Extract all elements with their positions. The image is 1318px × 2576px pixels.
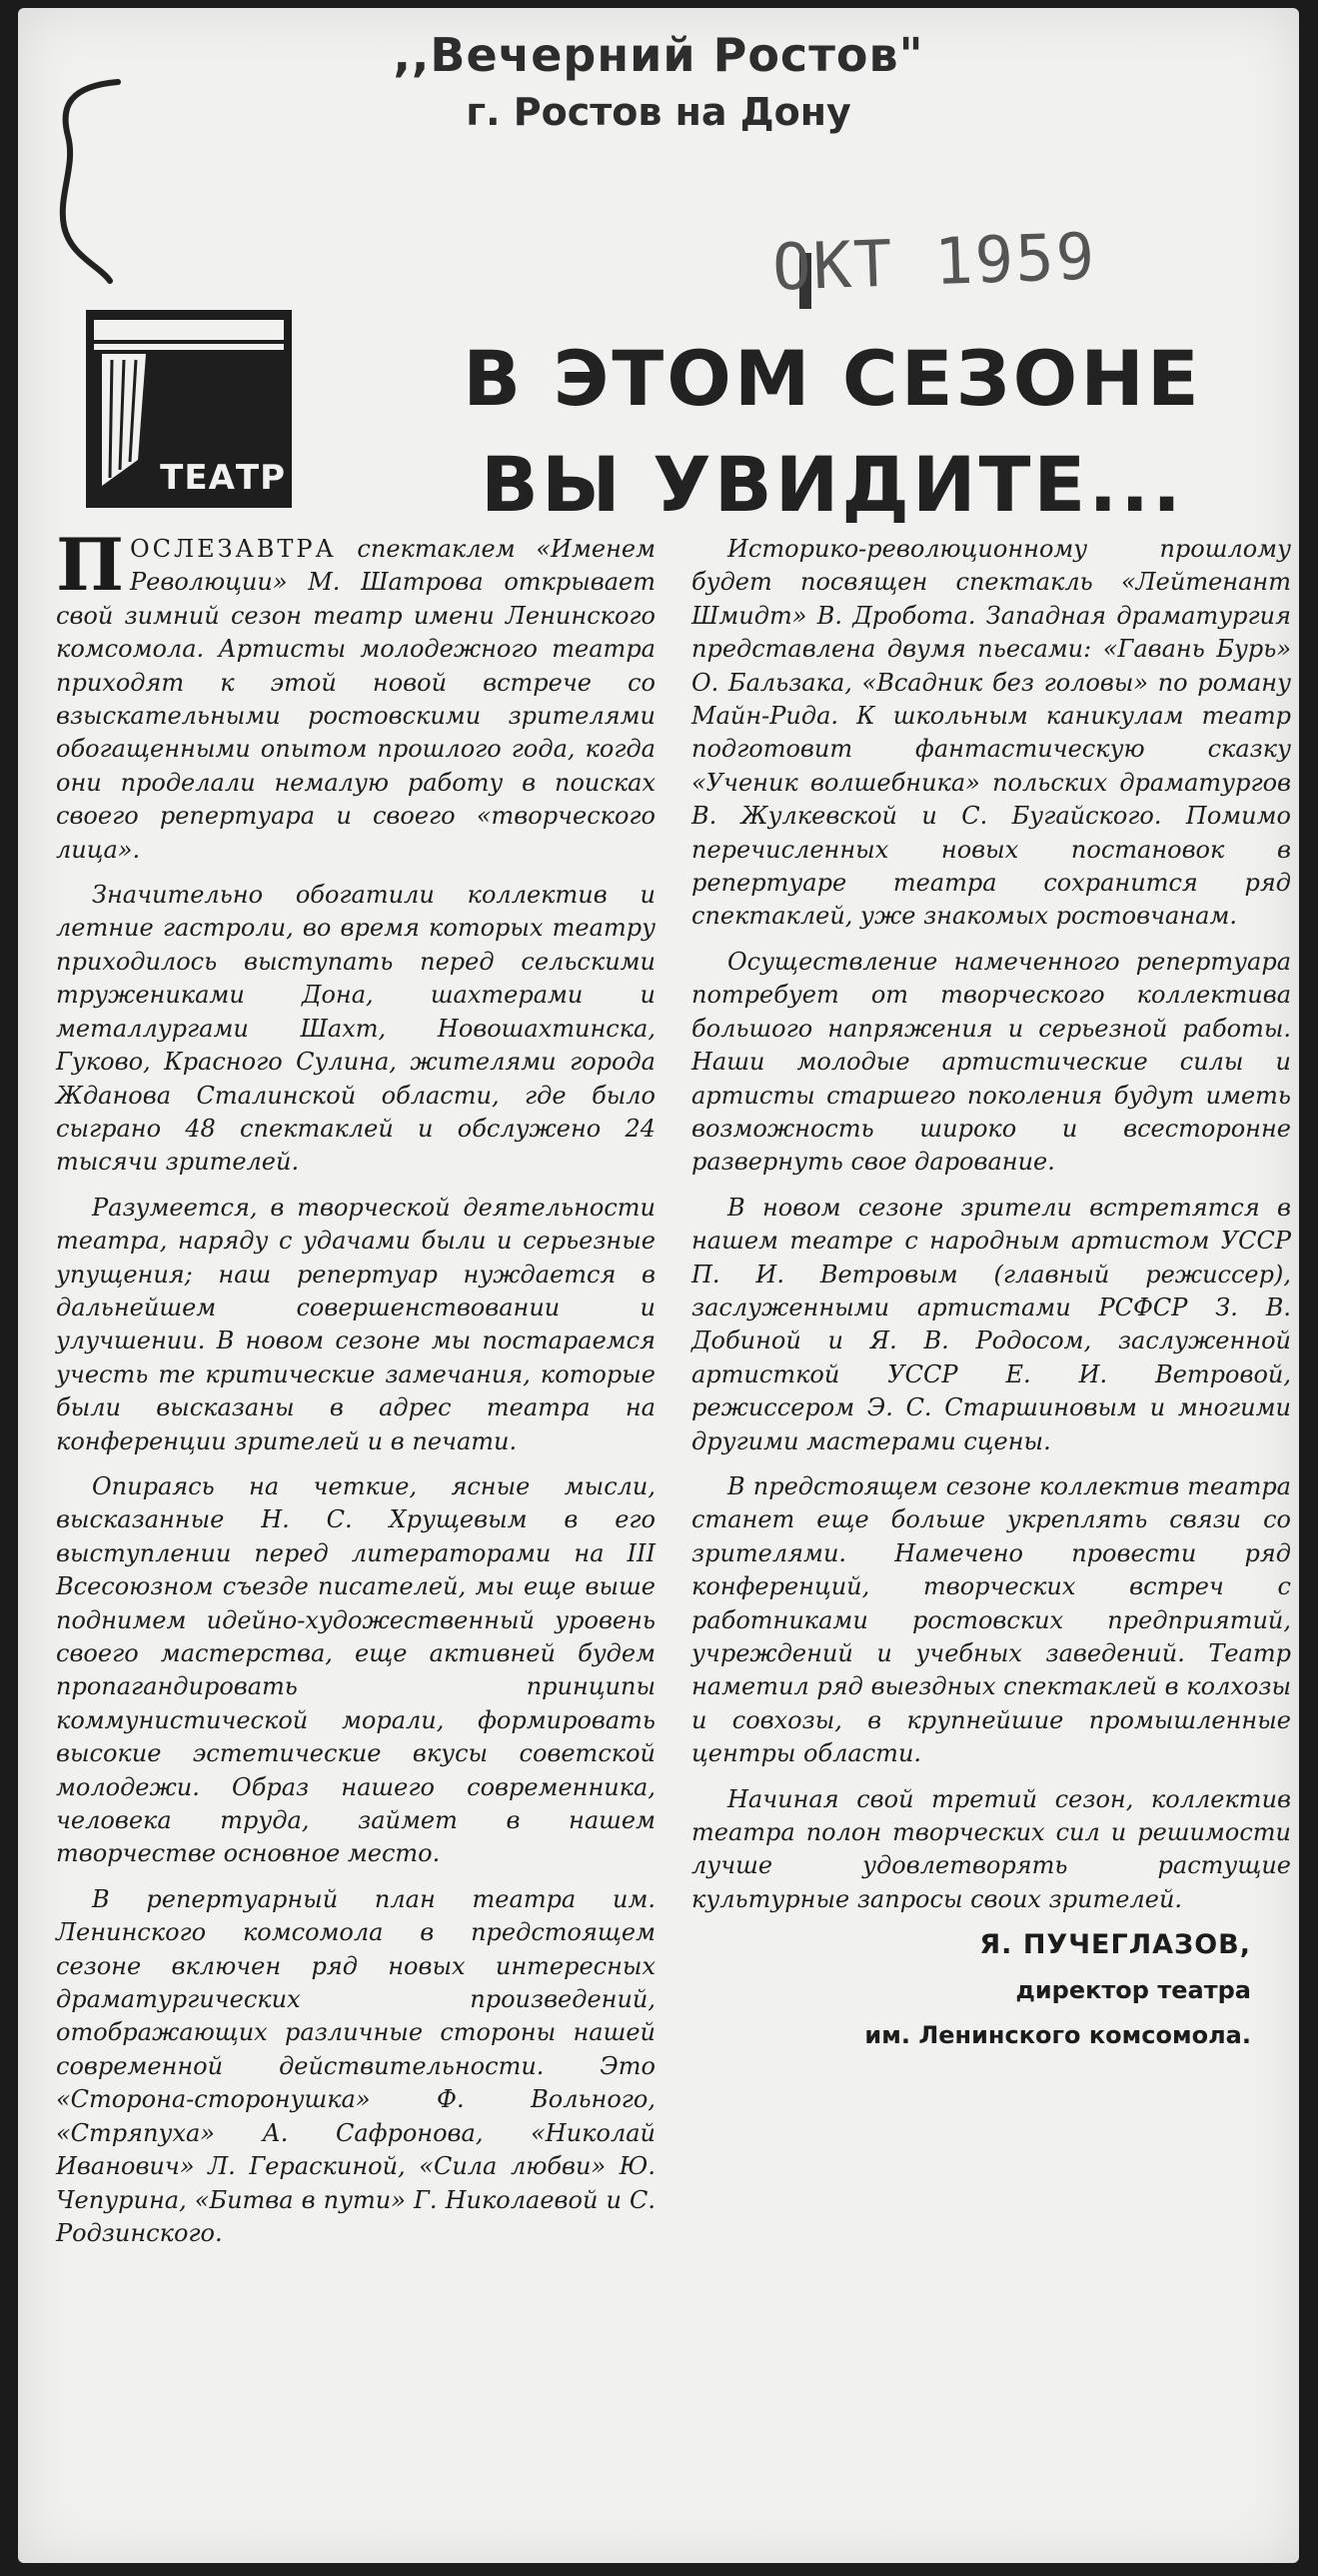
article-paragraph: Значительно обогатили коллектив и летние гастроли, во время которых театру приходилось выступать перед сельскими тружениками Дона, шахтерами и металлургами Шахт, Новошахтинска, Гуково, Красного Сулина, жителями города Жданова Сталинской области, где было сыграно 48 спектаклей и обслужено 24 тысячи зрителей. — [56, 881, 656, 1177]
article-column-right — [691, 533, 1291, 2064]
lead-word: ОСЛЕЗАВТРА — [130, 535, 337, 563]
date-stamp: ОКТ 1959 — [770, 220, 1098, 306]
rubric-label: ТЕАТР — [160, 458, 286, 498]
newspaper-name: ,,Вечерний Ростов" — [393, 28, 924, 82]
theatre-rubric-logo — [86, 310, 292, 508]
article-paragraph: Разумеется, в творческой деятельности театра, наряду с удачами были и серьезные упущения; наш репертуар нуждается в дальнейшем совершенствовании и улучшении. В новом сезоне мы постараемся учесть те критические замечания, которые были высказаны в адрес театра на конференции зрителей и в печати. — [56, 1193, 656, 1455]
signature-organization: им. Ленинского комсомола. — [864, 2021, 1251, 2050]
newspaper-city: г. Ростов на Дону — [466, 90, 851, 134]
drop-cap: П — [56, 522, 124, 607]
signature-name: Я. ПУЧЕГЛАЗОВ, — [979, 1929, 1251, 1961]
article-paragraph: В новом сезоне зрители встретятся в нашем театре с народным артистом УССР П. И. Ветровым (главный режиссер), заслуженными артистами РСФСР З. В. Добиной и Я. В. Родосом, заслуженной артисткой УССР Е. И. Ветровой, режиссером Э. С. Старшиновым и многими другими мастерами сцены. — [691, 1193, 1291, 1455]
article-paragraph — [56, 522, 656, 867]
article-paragraph: В предстоящем сезоне коллектив театра станет еще больше укреплять связи со зрителями. Намечено провести ряд конференций, творческих встреч с работниками ростовских предприятий, учреждений и учебных заведений. Театр наметил ряд выездных спектаклей в колхозы и совхозы, в крупнейшие промышленные центры области. — [691, 1471, 1291, 1768]
article-column-left — [56, 522, 656, 2262]
article-paragraph: Осуществление намеченного репертуара потребует от творческого коллектива большого напряжения и серьезной работы. Наши молодые артистические силы и артисты старшего поколения будут иметь возможность широко и всесторонне развернуть свое дарование. — [691, 947, 1291, 1177]
article-paragraph: Историко-революционному прошлому будет посвящен спектакль «Лейтенант Шмидт» В. Дробота. Западная драматургия представлена двумя пьесами: «Гавань Бурь» О. Бальзака, «Всадник без головы» по роману Майн-Рида. К школьным каникулам театр подготовит фантастическую сказку «Ученик волшебника» польских драматургов В. Жулкевской и С. Бугайского. Помимо перечисленных новых постановок в репертуаре театра сохранится ряд спектаклей, уже знакомых ростовчанам. — [691, 535, 1291, 931]
newspaper-clipping — [18, 8, 1299, 2563]
paragraph-text: спектаклем «Именем Революции» М. Шатрова открывает свой зимний сезон театр имени Ленинского комсомола. Артисты молодежного театра приходят к этой новой встрече со взыскательными ростовскими зрителями обогащенными опытом прошлого года, когда они проделали немалую работу в поисках своего репертуара и своего «творческого лица». — [56, 535, 656, 864]
article-paragraph: Опираясь на четкие, ясные мысли, высказанные Н. С. Хрущевым в его выступлении перед литераторами на III Всесоюзном съезде писателей, мы еще выше поднимем идейно-художественный уровень своего мастерства, еще активней будем пропагандировать принципы коммунистической морали, формировать высокие эстетические вкусы советской молодежи. Образ нашего современника, человека труда, займет в нашем творчестве основное место. — [56, 1471, 656, 1868]
headline-line-2: ВЫ УВИДИТЕ... — [481, 440, 1184, 529]
headline-line-1: В ЭТОМ СЕЗОНЕ — [463, 334, 1202, 423]
signature-title: директор театра — [1015, 1975, 1251, 2004]
article-headline — [398, 326, 1267, 538]
article-paragraph: В репертуарный план театра им. Ленинского комсомола в предстоящем сезоне включен ряд новых интересных драматургических произведений, отображающих различные стороны нашей современной действительности. Это «Сторона-сторонушка» Ф. Вольного, «Стряпуха» А. Сафронова, «Николай Иванович» Л. Гераскиной, «Сила любви» Ю. Чепурина, «Битва в пути» Г. Николаевой и С. Родзинского. — [56, 1884, 656, 2247]
article-paragraph: Начиная свой третий сезон, коллектив театра полон творческих сил и решимости лучше удовлетворять растущие культурные запросы своих зрителей. — [691, 1784, 1291, 1913]
